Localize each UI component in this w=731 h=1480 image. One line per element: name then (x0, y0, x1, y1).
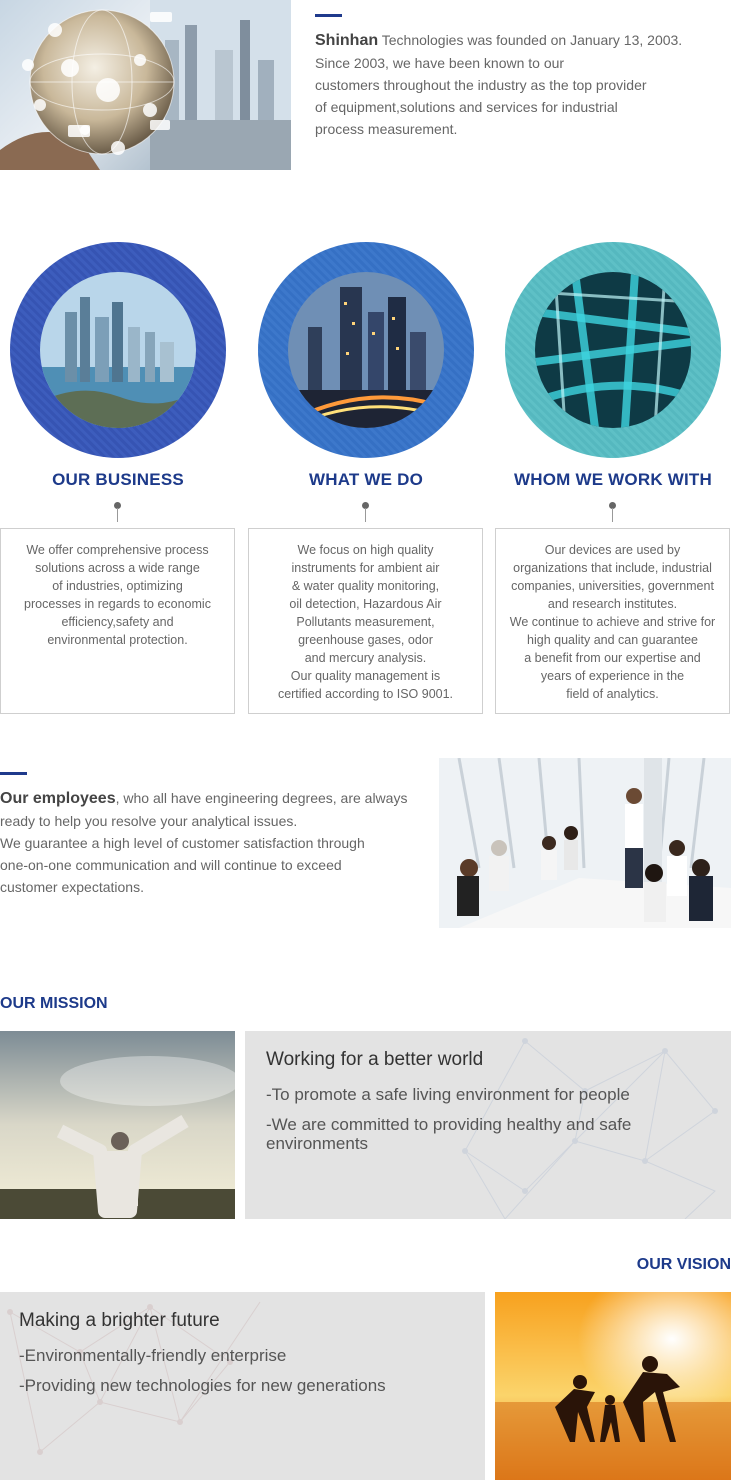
whom-line: high quality and can guarantee (527, 633, 698, 647)
intro-line-1: Technologies was founded on January 13, 2003. (378, 32, 683, 48)
whom-line: We continue to achieve and strive for (509, 615, 716, 629)
what-we-do-line: greenhouse gases, odor (298, 633, 433, 647)
vision-line-1: -Environmentally-friendly enterprise (19, 1346, 287, 1365)
whom-line: companies, universities, government (511, 579, 714, 593)
mission-heading: Working for a better world (266, 1049, 484, 1070)
business-ring (10, 242, 226, 458)
whom-description-box (495, 528, 730, 714)
vision-heading: Making a brighter future (19, 1310, 220, 1331)
col-title-what-we-do: WHAT WE DO (308, 470, 424, 489)
intro-line-5: process measurement. (315, 121, 458, 137)
mission-panel (245, 1031, 731, 1219)
whom-line: and research institutes. (547, 597, 678, 611)
business-line: of industries, optimizing (52, 579, 183, 593)
employees-line-1: , who all have engineering degrees, are always (115, 790, 408, 806)
vision-panel (0, 1292, 485, 1480)
mission-line-1: -To promote a safe living environment for people (266, 1085, 630, 1104)
mission-line-2b: environments (266, 1134, 369, 1153)
brand-name: Shinhan (315, 32, 379, 49)
intro-line-2: Since 2003, we have been known to our (315, 55, 565, 71)
what-we-do-line: Pollutants measurement, (296, 615, 435, 629)
what-we-do-line: Our quality management is (290, 669, 441, 683)
vision-section-title: OUR VISION (636, 1256, 731, 1273)
employees-line-5: customer expectations. (0, 879, 144, 895)
meeting-room-image (439, 758, 731, 928)
intro-line-4: of equipment,solutions and services for industrial (315, 99, 618, 115)
whom-line: field of analytics. (566, 687, 659, 701)
col-title-our-business: OUR BUSINESS (52, 470, 184, 489)
mission-section-title: OUR MISSION (0, 995, 108, 1012)
what-we-do-line: oil detection, Hazardous Air (289, 597, 442, 611)
employees-line-4: one-on-one communication and will continue to exceed (0, 857, 342, 873)
industrial-pipes-image (535, 272, 691, 428)
what-we-do-line: instruments for ambient air (291, 561, 440, 575)
what-we-do-line: We focus on high quality (297, 543, 434, 557)
business-line: efficiency,safety and (61, 615, 174, 629)
col-title-whom-we-work-with: WHOM WE WORK WITH (514, 470, 712, 489)
business-description-box (0, 528, 235, 714)
business-line: We offer comprehensive process (26, 543, 209, 557)
employees-line-3: We guarantee a high level of customer satisfaction through (0, 835, 365, 851)
coastal-city-image (40, 272, 196, 428)
what-we-do-connector-line (365, 508, 366, 522)
family-sunset-image (495, 1292, 731, 1480)
vision-line-2: -Providing new technologies for new generations (19, 1376, 386, 1395)
employees-accent-bar (0, 772, 27, 775)
mission-line-2: -We are committed to providing healthy and safe (266, 1115, 632, 1134)
intro-accent-bar (315, 14, 342, 17)
employees-lead: Our employees (0, 790, 116, 807)
business-line: processes in regards to economic (24, 597, 211, 611)
business-connector-line (117, 508, 118, 522)
what-we-do-line: and mercury analysis. (304, 651, 427, 665)
whom-we-work-with-ring (505, 242, 721, 458)
what-we-do-description-box (248, 528, 483, 714)
employees-paragraph (0, 787, 425, 898)
whom-connector-line (612, 508, 613, 522)
what-we-do-line: & water quality monitoring, (291, 579, 440, 593)
intro-paragraph (315, 29, 715, 140)
globe-city-image (0, 0, 291, 170)
raised-arms-image (0, 1031, 235, 1219)
night-city-image (288, 272, 444, 428)
business-line: environmental protection. (47, 633, 188, 647)
what-we-do-ring (258, 242, 474, 458)
whom-line: Our devices are used by (544, 543, 681, 557)
what-we-do-line: certified according to ISO 9001. (277, 687, 454, 701)
intro-line-3: customers throughout the industry as the top provider (315, 77, 647, 93)
business-line: solutions across a wide range (35, 561, 200, 575)
whom-line: organizations that include, industrial (513, 561, 712, 575)
whom-line: years of experience in the (540, 669, 685, 683)
employees-line-2: ready to help you resolve your analytical issues. (0, 813, 298, 829)
whom-line: a benefit from our expertise and (524, 651, 701, 665)
